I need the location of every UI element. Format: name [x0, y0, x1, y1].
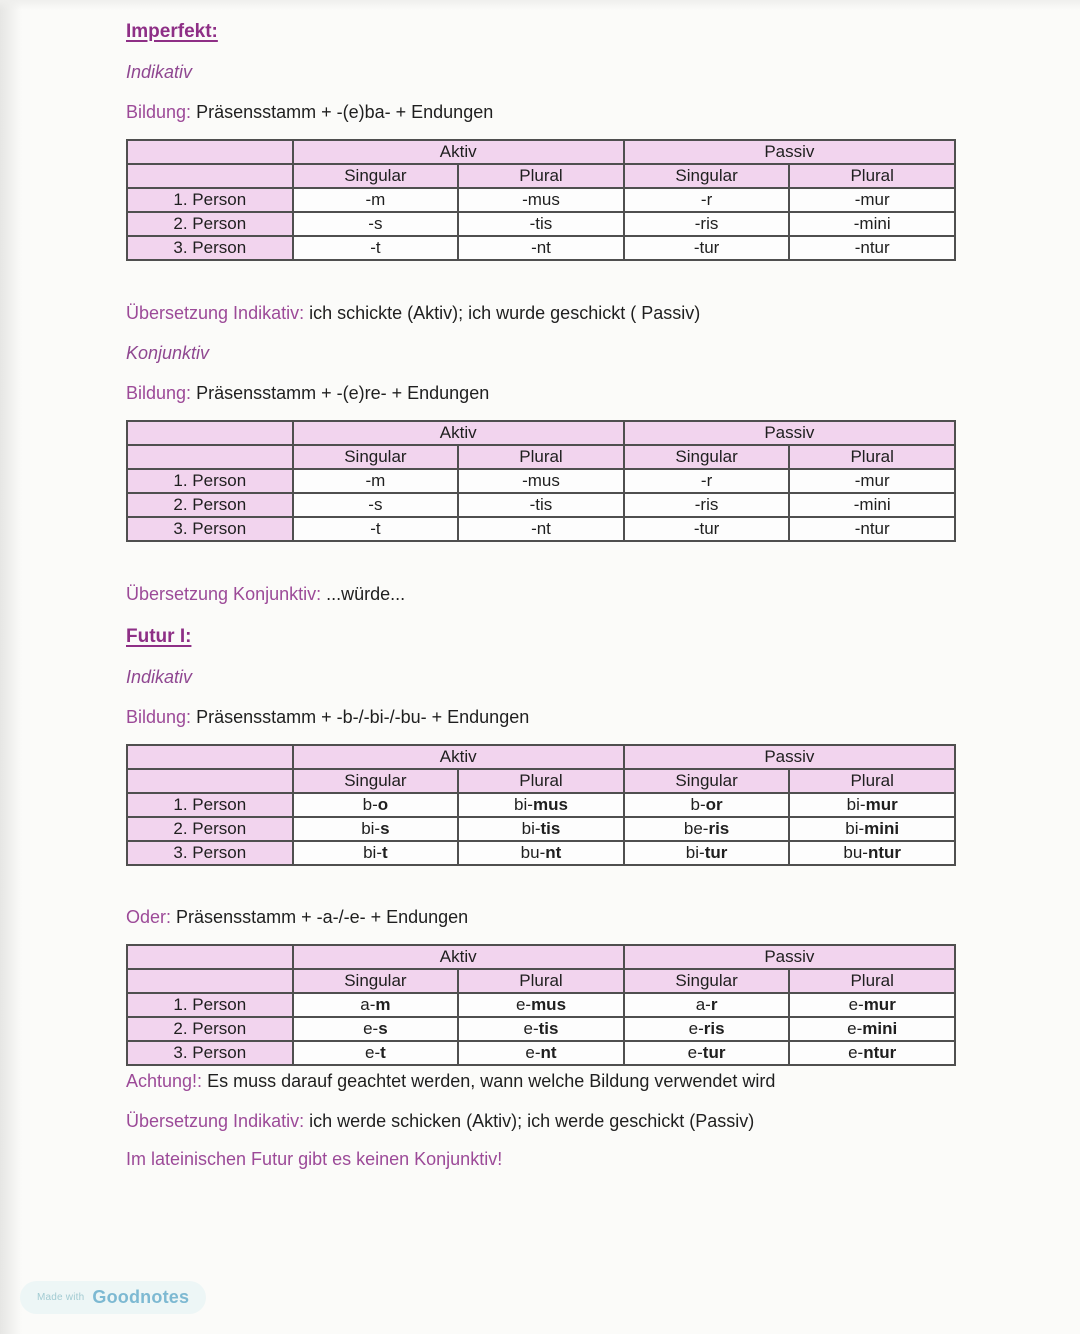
bildung-label: Bildung: [126, 383, 192, 403]
goodnotes-watermark-badge [20, 1281, 206, 1314]
table-column-header-cell: Plural [789, 445, 955, 469]
person-label-cell: 2. Person [127, 1017, 293, 1041]
table-column-header-cell: Singular [624, 969, 790, 993]
ending-cell: e-mus [458, 993, 624, 1017]
ending-cell: -t [293, 517, 459, 541]
oder-line-futur [126, 906, 956, 928]
ending-cell: bi-t [293, 841, 459, 865]
ending-cell: bi-tur [624, 841, 790, 865]
bildung-label: Bildung: [126, 707, 192, 727]
table-group-header-row [127, 945, 955, 969]
person-label-cell: 1. Person [127, 469, 293, 493]
table-column-header-cell: Plural [789, 769, 955, 793]
table-row [127, 1017, 955, 1041]
uebersetzung-line-futur [126, 1110, 956, 1132]
subheading-indikativ-futur: Indikativ [126, 667, 193, 687]
ending-cell: b-or [624, 793, 790, 817]
ending-cell: -mus [458, 188, 624, 212]
table-row [127, 841, 955, 865]
ending-cell: bi-tis [458, 817, 624, 841]
table-corner-cell [127, 745, 293, 769]
table-row [127, 993, 955, 1017]
ending-cell: e-mur [789, 993, 955, 1017]
ending-cell: -tis [458, 212, 624, 236]
ending-cell: e-s [293, 1017, 459, 1041]
ending-cell: -t [293, 236, 459, 260]
ending-cell: -m [293, 469, 459, 493]
ending-cell: -mur [789, 469, 955, 493]
bildung-label: Bildung: [126, 102, 192, 122]
bildung-text: Präsensstamm + -(e)ba- + Endungen [196, 102, 494, 122]
ending-cell: e-nt [458, 1041, 624, 1065]
ending-cell: e-ntur [789, 1041, 955, 1065]
ending-cell: -ris [624, 212, 790, 236]
achtung-text: Es muss darauf geachtet werden, wann welche Bildung verwendet wird [207, 1071, 776, 1091]
ending-cell: e-mini [789, 1017, 955, 1041]
table-column-header-cell: Singular [293, 445, 459, 469]
table-corner-cell [127, 969, 293, 993]
person-label-cell: 3. Person [127, 841, 293, 865]
ending-cell: a-m [293, 993, 459, 1017]
table-group-header-cell: Aktiv [293, 140, 624, 164]
table-corner-cell [127, 140, 293, 164]
ending-cell: be-ris [624, 817, 790, 841]
table-column-header-cell: Singular [624, 164, 790, 188]
ending-cell: -s [293, 493, 459, 517]
table-group-header-row [127, 140, 955, 164]
table-corner-cell [127, 164, 293, 188]
ending-cell: e-ris [624, 1017, 790, 1041]
person-label-cell: 1. Person [127, 793, 293, 817]
ending-cell: bi-mur [789, 793, 955, 817]
bildung-line-futur [126, 706, 956, 728]
table-group-header-cell: Aktiv [293, 745, 624, 769]
table-group-header-cell: Passiv [624, 745, 955, 769]
ending-cell: -mur [789, 188, 955, 212]
uebersetzung-line-konjunktiv [126, 583, 956, 605]
ending-cell: -mini [789, 493, 955, 517]
ending-cell: e-t [293, 1041, 459, 1065]
table-group-header-row [127, 745, 955, 769]
table-column-header-row [127, 769, 955, 793]
table-corner-cell [127, 769, 293, 793]
bildung-line-imperfekt-indikativ [126, 101, 956, 123]
ending-cell: -r [624, 469, 790, 493]
ending-cell: bi-mus [458, 793, 624, 817]
section-heading-imperfekt: Imperfekt: [126, 21, 218, 42]
table-group-header-cell: Passiv [624, 421, 955, 445]
table-corner-cell [127, 945, 293, 969]
conjugation-table-imperfekt-konjunktiv [126, 420, 956, 542]
document-page [126, 0, 956, 1170]
table-group-header-row [127, 421, 955, 445]
table-column-header-cell: Plural [789, 969, 955, 993]
uebersetzung-label: Übersetzung Indikativ: [126, 1111, 305, 1131]
subheading-indikativ: Indikativ [126, 62, 193, 82]
person-label-cell: 3. Person [127, 236, 293, 260]
subheading-konjunktiv: Konjunktiv [126, 343, 210, 363]
ending-cell: -r [624, 188, 790, 212]
table-row [127, 469, 955, 493]
ending-cell: -ntur [789, 517, 955, 541]
table-column-header-row [127, 445, 955, 469]
table-column-header-cell: Plural [458, 445, 624, 469]
made-with-label: Made with [37, 1292, 85, 1303]
oder-text: Präsensstamm + -a-/-e- + Endungen [176, 907, 469, 927]
person-label-cell: 2. Person [127, 493, 293, 517]
ending-cell: -tur [624, 517, 790, 541]
ending-cell: bi-mini [789, 817, 955, 841]
table-group-header-cell: Passiv [624, 140, 955, 164]
person-label-cell: 2. Person [127, 817, 293, 841]
conjugation-table-futur-b [126, 744, 956, 866]
table-column-header-row [127, 164, 955, 188]
section-heading-futur: Futur I: [126, 626, 192, 647]
table-row [127, 188, 955, 212]
ending-cell: bi-s [293, 817, 459, 841]
table-corner-cell [127, 421, 293, 445]
table-column-header-cell: Plural [458, 969, 624, 993]
bildung-text: Präsensstamm + -b-/-bi-/-bu- + Endungen [196, 707, 530, 727]
ending-cell: -ntur [789, 236, 955, 260]
ending-cell: b-o [293, 793, 459, 817]
goodnotes-logo: Goodnotes [92, 1287, 190, 1307]
futur-konjunktiv-note: Im lateinischen Futur gibt es keinen Konjunktiv! [126, 1149, 503, 1169]
person-label-cell: 1. Person [127, 993, 293, 1017]
person-label-cell: 3. Person [127, 517, 293, 541]
uebersetzung-text: ich werde schicken (Aktiv); ich werde geschickt (Passiv) [309, 1111, 755, 1131]
table-column-header-cell: Singular [624, 445, 790, 469]
uebersetzung-label: Übersetzung Konjunktiv: [126, 584, 322, 604]
ending-cell: -mus [458, 469, 624, 493]
ending-cell: -tis [458, 493, 624, 517]
person-label-cell: 3. Person [127, 1041, 293, 1065]
person-label-cell: 1. Person [127, 188, 293, 212]
table-column-header-cell: Singular [624, 769, 790, 793]
bildung-line-imperfekt-konjunktiv [126, 382, 956, 404]
table-column-header-cell: Singular [293, 769, 459, 793]
ending-cell: bu-nt [458, 841, 624, 865]
bildung-text: Präsensstamm + -(e)re- + Endungen [196, 383, 490, 403]
uebersetzung-text: ...würde... [326, 584, 406, 604]
conjugation-table-futur-a-e [126, 944, 956, 1066]
uebersetzung-label: Übersetzung Indikativ: [126, 303, 305, 323]
ending-cell: -tur [624, 236, 790, 260]
ending-cell: -nt [458, 236, 624, 260]
table-column-header-cell: Singular [293, 164, 459, 188]
ending-cell: -mini [789, 212, 955, 236]
table-row [127, 817, 955, 841]
table-group-header-cell: Aktiv [293, 945, 624, 969]
uebersetzung-line-imperfekt-indikativ [126, 302, 956, 324]
ending-cell: e-tis [458, 1017, 624, 1041]
ending-cell: -m [293, 188, 459, 212]
table-group-header-cell: Aktiv [293, 421, 624, 445]
table-column-header-cell: Plural [458, 164, 624, 188]
ending-cell: -s [293, 212, 459, 236]
person-label-cell: 2. Person [127, 212, 293, 236]
table-group-header-cell: Passiv [624, 945, 955, 969]
table-row [127, 793, 955, 817]
ending-cell: -nt [458, 517, 624, 541]
ending-cell: bu-ntur [789, 841, 955, 865]
ending-cell: -ris [624, 493, 790, 517]
uebersetzung-text: ich schickte (Aktiv); ich wurde geschickt ( Passiv) [309, 303, 701, 323]
ending-cell: a-r [624, 993, 790, 1017]
oder-label: Oder: [126, 907, 172, 927]
table-row [127, 493, 955, 517]
achtung-label: Achtung!: [126, 1071, 203, 1091]
table-row [127, 1041, 955, 1065]
table-row [127, 236, 955, 260]
table-column-header-cell: Singular [293, 969, 459, 993]
table-row [127, 517, 955, 541]
table-corner-cell [127, 445, 293, 469]
table-column-header-cell: Plural [789, 164, 955, 188]
table-column-header-row [127, 969, 955, 993]
conjugation-table-imperfekt-indikativ [126, 139, 956, 261]
achtung-line [126, 1070, 956, 1092]
table-column-header-cell: Plural [458, 769, 624, 793]
ending-cell: e-tur [624, 1041, 790, 1065]
table-row [127, 212, 955, 236]
